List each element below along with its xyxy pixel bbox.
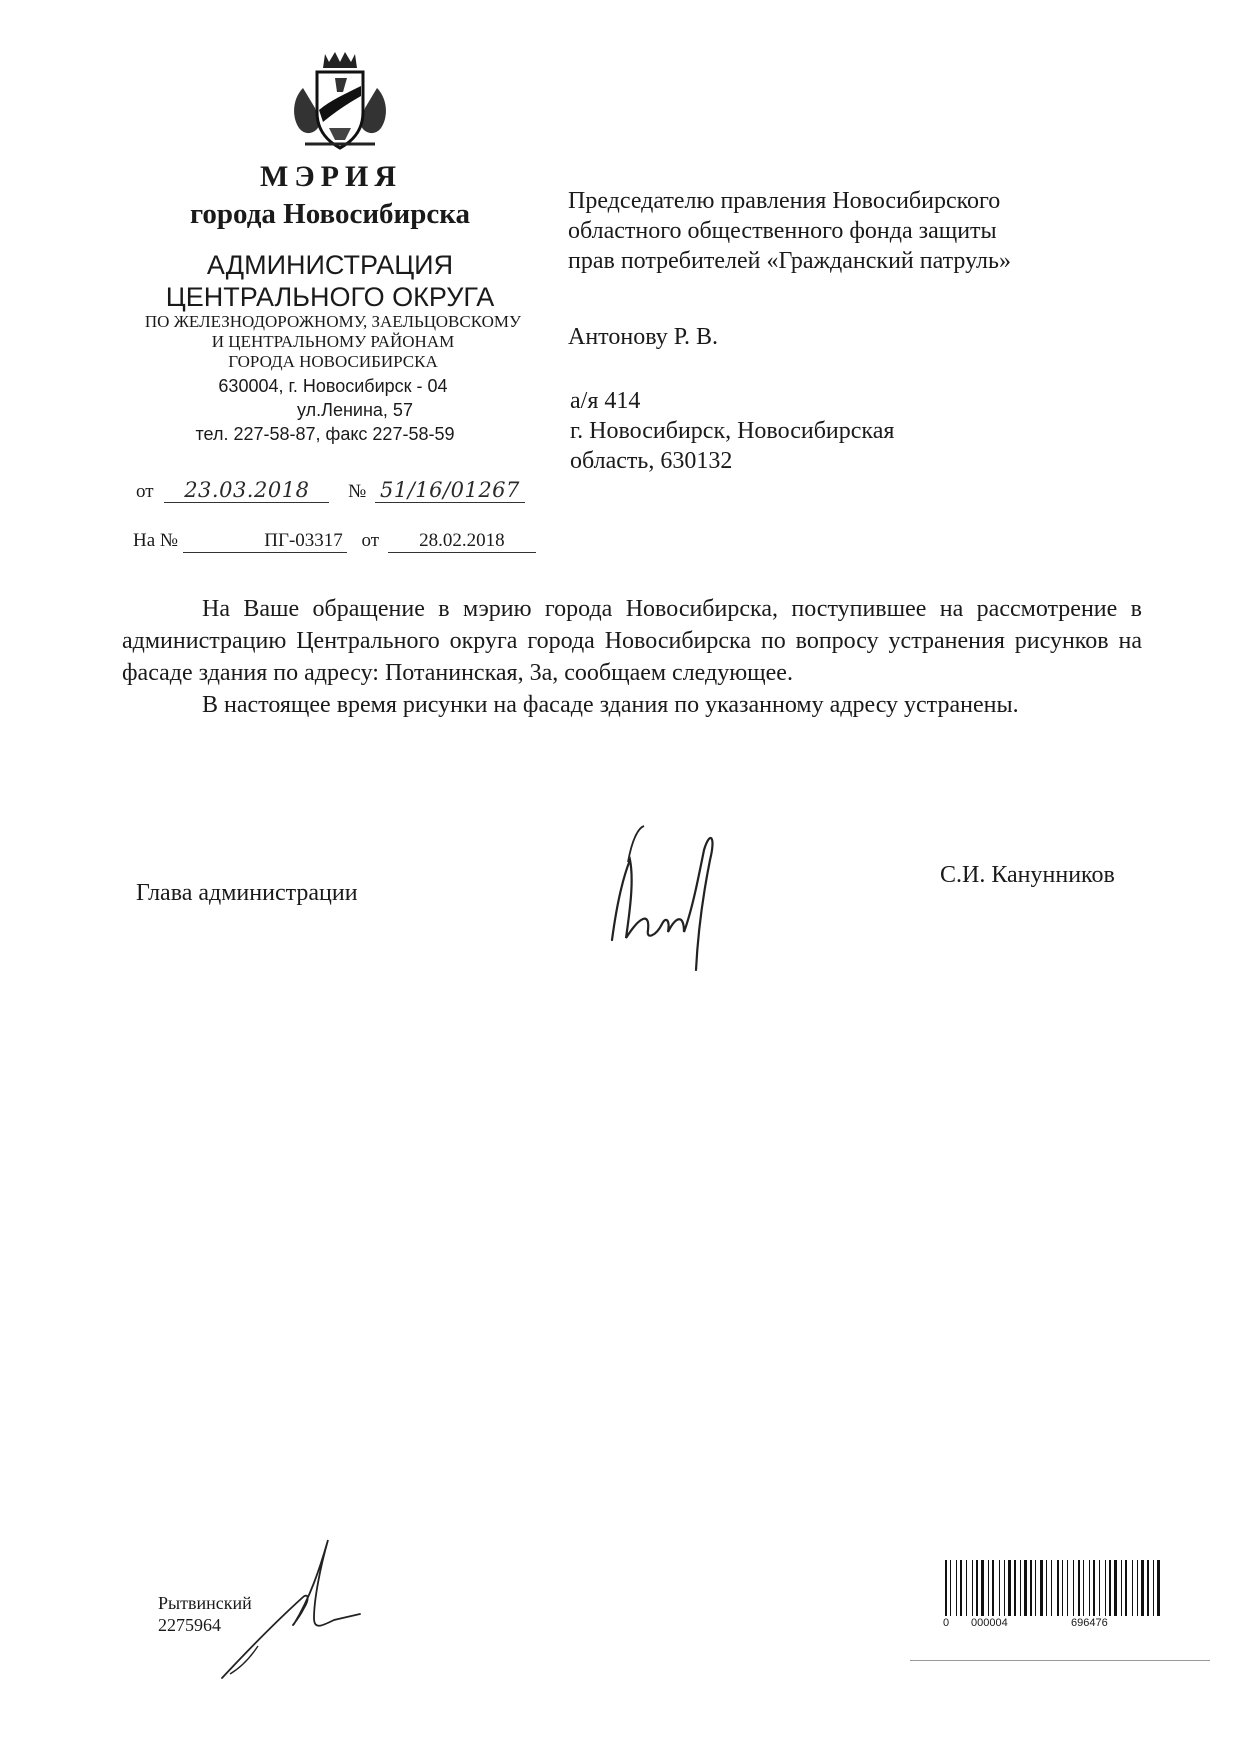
recipient-title-line1: Председателю правления Новосибирского (568, 188, 1001, 214)
signatory-position: Глава администрации (136, 880, 358, 906)
barcode-bar (999, 1560, 1000, 1616)
number-label: № (348, 481, 367, 502)
coat-of-arms-icon (285, 48, 395, 158)
recipient-title-line3: прав потребителей «Гражданский патруль» (568, 248, 1011, 274)
barcode-bar (1014, 1560, 1016, 1616)
barcode-bar (976, 1560, 978, 1616)
barcode-bar (1030, 1560, 1032, 1616)
executor-phone: 2275964 (158, 1615, 221, 1635)
org-main-title: МЭРИЯ (260, 160, 402, 193)
barcode-bar (1153, 1560, 1154, 1616)
barcode-bar (1083, 1560, 1084, 1616)
body-paragraph-1: На Ваше обращение в мэрию города Новосибирска, поступившее на рассмотрение в администрацию Центрального округа города Новосибирска по вопросу устранения рисунков на фасаде здания по адресу: Потанинская, 3а, сообщаем следующее. (122, 596, 1142, 686)
initials-icon (210, 1528, 370, 1688)
barcode-bar (1089, 1560, 1090, 1616)
barcode-bar (1040, 1560, 1043, 1616)
outgoing-registration (136, 478, 525, 503)
barcode-bar (981, 1560, 984, 1616)
recipient-block (568, 186, 1011, 276)
body-paragraph-2: В настоящее время рисунки на фасаде здания по указанному адресу устранены. (202, 692, 1019, 718)
barcode-bar (1114, 1560, 1117, 1616)
barcode-icon (943, 1560, 1163, 1618)
barcode-bar (1073, 1560, 1074, 1616)
barcode-bar (960, 1560, 962, 1616)
barcode-bar (1132, 1560, 1133, 1616)
outgoing-number: 51/16/01267 (375, 478, 525, 503)
coat-of-arms-emblem (285, 48, 395, 158)
barcode-bar (950, 1560, 951, 1616)
barcode-bar (966, 1560, 967, 1616)
barcode-bar (1099, 1560, 1100, 1616)
signature-icon (600, 820, 750, 980)
barcode-bar (1046, 1560, 1047, 1616)
executor-name: Рытвинский (158, 1593, 252, 1613)
ref-number-label: На № (133, 530, 179, 551)
district-line2: И ЦЕНТРАЛЬНОМУ РАЙОНАМ (211, 332, 455, 351)
district-line1: ПО ЖЕЛЕЗНОДОРОЖНОМУ, ЗАЕЛЬЦОВСКОМУ (144, 312, 522, 331)
reference-registration (133, 530, 536, 553)
barcode-bar (1109, 1560, 1111, 1616)
executor-initials-image (210, 1528, 370, 1688)
recipient-region: область, 630132 (570, 448, 733, 474)
barcode-bar (988, 1560, 989, 1616)
barcode-bar (1024, 1560, 1027, 1616)
signatory-name: С.И. Канунников (940, 862, 1115, 888)
ref-date: 28.02.2018 (388, 530, 536, 553)
barcode-bar (1051, 1560, 1052, 1616)
recipient-address (570, 386, 894, 476)
outgoing-date: 23.03.2018 (164, 478, 329, 503)
barcode-number-right: 696476 (1071, 1617, 1108, 1629)
barcode-bar (992, 1560, 994, 1616)
barcode-bar (1121, 1560, 1122, 1616)
barcode-bar (1067, 1560, 1068, 1616)
barcode-bar (1020, 1560, 1021, 1616)
barcode-number-left: 0 (943, 1617, 950, 1629)
admin-title-line1: АДМИНИСТРАЦИЯ (206, 250, 454, 280)
recipient-name: Антонову Р. В. (568, 324, 719, 350)
recipient-city: г. Новосибирск, Новосибирская (570, 418, 895, 444)
district-line3: ГОРОДА НОВОСИБИРСКА (228, 352, 438, 371)
barcode-bar (972, 1560, 973, 1616)
barcode-bar (1105, 1560, 1106, 1616)
barcode-number-mid: 000004 (971, 1617, 1008, 1629)
admin-title-line2: ЦЕНТРАЛЬНОГО ОКРУГА (165, 282, 495, 312)
barcode-bar (1093, 1560, 1095, 1616)
barcode-bar (1157, 1560, 1160, 1616)
letter-body (122, 593, 1142, 721)
recipient-po-box: а/я 414 (570, 388, 641, 414)
barcode-bar (956, 1560, 957, 1616)
barcode-bar (1125, 1560, 1127, 1616)
org-city-title: города Новосибирска (189, 198, 471, 230)
barcode-bar (1141, 1560, 1144, 1616)
barcode-bar (1008, 1560, 1011, 1616)
barcode-bar (1004, 1560, 1005, 1616)
barcode-bar (1062, 1560, 1063, 1616)
recipient-title-line2: областного общественного фонда защиты (568, 218, 997, 244)
footer-rule (910, 1660, 1210, 1661)
from-label: от (136, 481, 154, 502)
barcode-bar (1035, 1560, 1036, 1616)
barcode-bar (1057, 1560, 1059, 1616)
document-barcode (943, 1560, 1163, 1642)
ref-from-label: от (361, 530, 380, 551)
address-line2: ул.Ленина, 57 (297, 400, 413, 420)
barcode-bar (1137, 1560, 1138, 1616)
barcode-bar (1078, 1560, 1080, 1616)
address-line1: 630004, г. Новосибирск - 04 (218, 376, 448, 396)
signature-image (600, 820, 750, 980)
barcode-bar (1147, 1560, 1149, 1616)
ref-number: ПГ-03317 (183, 530, 347, 553)
barcode-bar (945, 1560, 947, 1616)
phone-fax-line: тел. 227-58-87, факс 227-58-59 (195, 424, 455, 444)
